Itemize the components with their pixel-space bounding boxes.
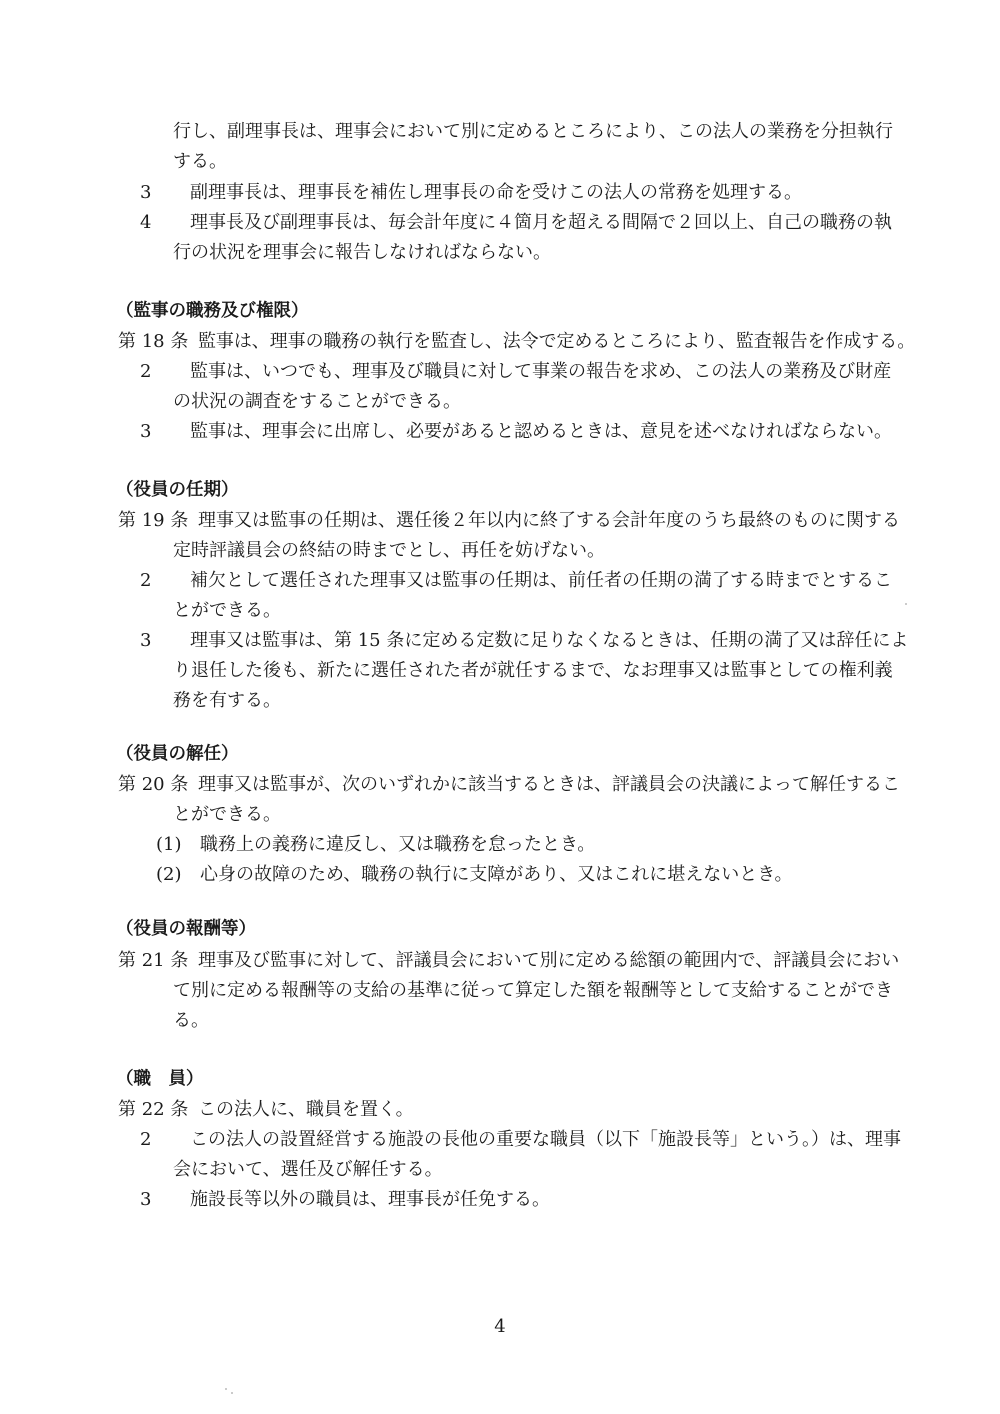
article-label: 第 19 条 (118, 510, 189, 531)
body-line: 補欠として選任された理事又は監事の任期は、前任者の任期の満了する時までとするこ (190, 570, 892, 591)
article-heading: （役員の報酬等） (116, 919, 256, 939)
article-label: 第 21 条 (118, 950, 189, 971)
scan-speck (231, 1392, 233, 1394)
item-number: 2 (140, 361, 152, 382)
body-line: 理事及び監事に対して、評議員会において別に定める総額の範囲内で、評議員会におい (198, 950, 900, 971)
body-line: 施設長等以外の職員は、理事長が任免する。 (190, 1189, 550, 1210)
body-line: とができる。 (173, 600, 281, 621)
body-line: 監事は、理事会に出席し、必要があると認めるときは、意見を述べなければならない。 (190, 421, 892, 442)
body-line: 職務上の義務に違反し、又は職務を怠ったとき。 (200, 834, 596, 855)
body-line: 理事又は監事の任期は、選任後２年以内に終了する会計年度のうち最終のものに関する (198, 510, 900, 531)
item-number: 3 (140, 421, 152, 442)
body-line: 心身の故障のため、職務の執行に支障があり、又はこれに堪えないとき。 (200, 864, 793, 885)
body-line: 定時評議員会の終結の時までとし、再任を妨げない。 (173, 540, 605, 561)
body-line: 理事長及び副理事長は、毎会計年度に４箇月を超える間隔で２回以上、自己の職務の執 (190, 212, 892, 233)
article-label: 第 22 条 (118, 1099, 189, 1120)
body-line: する。 (173, 151, 227, 172)
scan-speck (905, 603, 907, 605)
article-label: 第 20 条 (118, 774, 189, 795)
body-line: 会において、選任及び解任する。 (173, 1159, 443, 1180)
body-line: 理事又は監事は、第 15 条に定める定数に足りなくなるときは、任期の満了又は辞任によ (190, 630, 909, 651)
body-line: 監事は、いつでも、理事及び職員に対して事業の報告を求め、この法人の業務及び財産 (190, 361, 892, 382)
body-line: 監事は、理事の職務の執行を監査し、法令で定めるところにより、監査報告を作成する。 (198, 331, 916, 352)
item-number: 4 (140, 212, 152, 233)
body-line: 理事又は監事が、次のいずれかに該当するときは、評議員会の決議によって解任するこ (198, 774, 900, 795)
subitem-number: (1) (156, 834, 182, 855)
article-heading: （職 員） (116, 1069, 204, 1089)
body-line: 行の状況を理事会に報告しなければならない。 (173, 242, 551, 263)
body-line: この法人に、職員を置く。 (198, 1099, 414, 1120)
body-line: とができる。 (173, 804, 281, 825)
page-number: 4 (494, 1316, 506, 1337)
body-line: て別に定める報酬等の支給の基準に従って算定した額を報酬等として支給することができ (173, 980, 893, 1001)
article-heading: （役員の任期） (116, 480, 239, 500)
body-line: る。 (173, 1010, 209, 1031)
item-number: 3 (140, 1189, 152, 1210)
item-number: 2 (140, 1129, 152, 1150)
subitem-number: (2) (156, 864, 182, 885)
article-label: 第 18 条 (118, 331, 189, 352)
article-heading: （役員の解任） (116, 744, 239, 764)
article-heading: （監事の職務及び権限） (116, 301, 309, 321)
body-line: 務を有する。 (173, 690, 281, 711)
item-number: 3 (140, 182, 152, 203)
body-line: 行し、副理事長は、理事会において別に定めるところにより、この法人の業務を分担執行 (173, 121, 893, 142)
item-number: 2 (140, 570, 152, 591)
body-line: この法人の設置経営する施設の長他の重要な職員（以下「施設長等」という。）は、理事 (190, 1129, 901, 1150)
body-line: の状況の調査をすることができる。 (173, 391, 461, 412)
body-line: 副理事長は、理事長を補佐し理事長の命を受けこの法人の常務を処理する。 (190, 182, 802, 203)
item-number: 3 (140, 630, 152, 651)
body-line: り退任した後も、新たに選任された者が就任するまで、なお理事又は監事としての権利義 (173, 660, 893, 681)
scan-speck (225, 1388, 227, 1390)
